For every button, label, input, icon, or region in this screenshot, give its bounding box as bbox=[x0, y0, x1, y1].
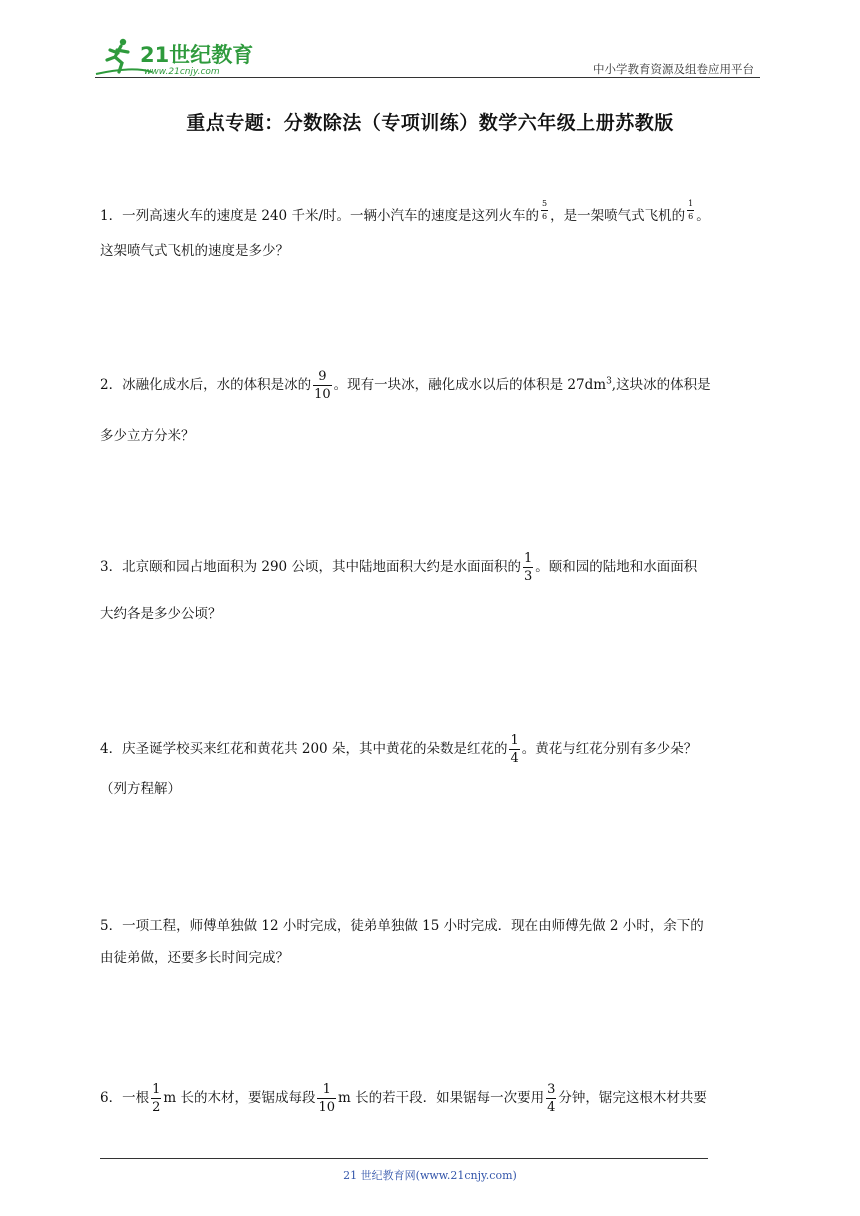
question-text: 4．庆圣诞学校买来红花和黄花共 200 朵，其中黄花的朵数是红花的 bbox=[100, 741, 508, 757]
fraction: $\frac{1}{4}$ bbox=[510, 733, 519, 766]
logo-text: 21世纪教育 bbox=[140, 43, 254, 67]
question-text: m 长的木材，要锯成每段 bbox=[163, 1090, 316, 1106]
logo-url: www.21cnjy.com bbox=[144, 67, 220, 77]
site-logo bbox=[92, 36, 262, 80]
question-text: 这架喷气式飞机的速度是多少？ bbox=[100, 243, 289, 259]
question-text: 。颐和园的陆地和水面面积 bbox=[535, 559, 698, 575]
question-text: 。现有一块冰，融化成水以后的体积是 27dm bbox=[333, 377, 607, 393]
question-text: 多少立方分米？ bbox=[100, 428, 195, 444]
question-text: 大约各是多少公顷？ bbox=[100, 606, 222, 622]
question-text: ，是一架喷气式飞机的 bbox=[550, 208, 686, 224]
question-text: 。 bbox=[696, 208, 710, 224]
platform-name: 中小学教育资源及组卷应用平台 bbox=[593, 62, 754, 76]
superscript: 3 bbox=[606, 376, 612, 387]
question-text: 。黄花与红花分别有多少朵？ bbox=[521, 741, 698, 757]
question-text: 6．一根 bbox=[100, 1090, 150, 1106]
question-text: 由徒弟做，还要多长时间完成？ bbox=[100, 950, 289, 966]
fraction: $\frac{1}{10}$ bbox=[318, 1082, 336, 1115]
header-divider bbox=[95, 77, 760, 78]
question-text: （列方程解） bbox=[100, 781, 181, 797]
fraction: $\frac{1}{6}$ bbox=[688, 199, 694, 221]
question-text: 3．北京颐和园占地面积为 290 公顷，其中陆地面积大约是水面面积的 bbox=[100, 559, 521, 575]
footer-divider bbox=[100, 1158, 708, 1159]
fraction: $\frac{3}{4}$ bbox=[547, 1082, 556, 1115]
page-title: 重点专题：分数除法（专项训练）数学六年级上册苏教版 bbox=[186, 112, 674, 134]
question-text: 2．冰融化成水后，水的体积是冰的 bbox=[100, 377, 312, 393]
fraction: $\frac{9}{10}$ bbox=[314, 369, 331, 402]
question-text: 分钟，锯完这根木材共要 bbox=[558, 1090, 707, 1106]
question-text: 5．一项工程，师傅单独做 12 小时完成，徒弟单独做 15 小时完成．现在由师傅先做 2 小时，余下的 bbox=[100, 918, 704, 934]
footer-text: 21 世纪教育网(www.21cnjy.com) bbox=[343, 1169, 517, 1182]
fraction: $\frac{1}{3}$ bbox=[523, 551, 533, 584]
fraction: $\frac{5}{6}$ bbox=[542, 199, 548, 221]
question-text: ,这块冰的体积是 bbox=[611, 377, 711, 393]
question-text: 1．一列高速火车的速度是 240 千米/时。一辆小汽车的速度是这列火车的 bbox=[100, 208, 539, 224]
fraction: $\frac{1}{2}$ bbox=[152, 1082, 161, 1115]
question-text: m 长的若干段．如果锯每一次要用 bbox=[338, 1090, 545, 1106]
